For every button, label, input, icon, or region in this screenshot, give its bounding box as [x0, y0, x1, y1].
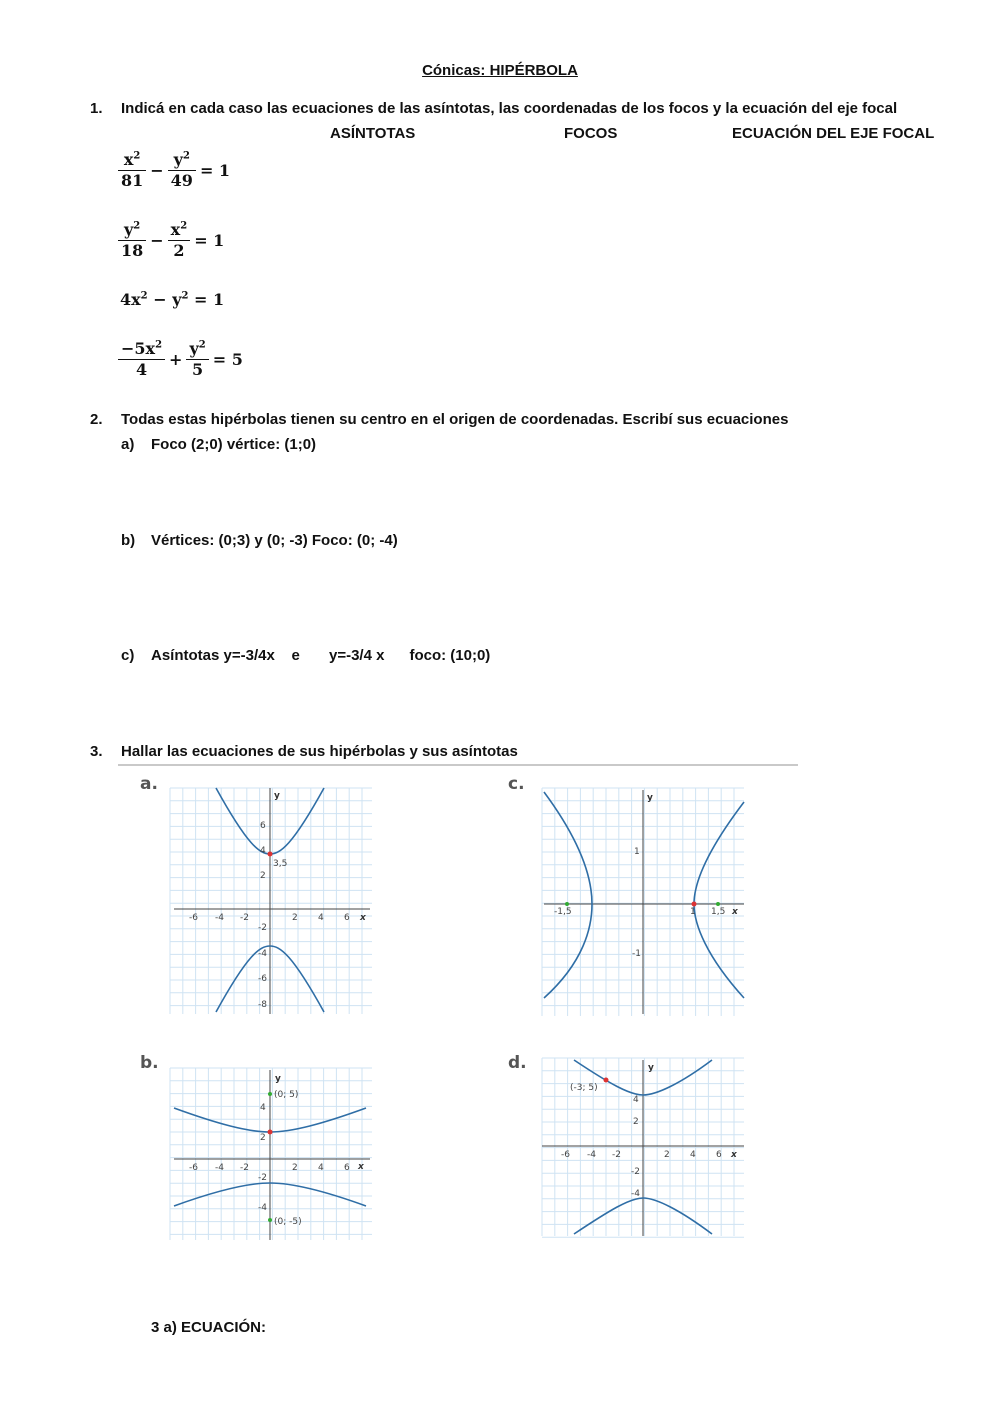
graph-a-tick-y: -6: [258, 974, 267, 984]
graph-c-focus-left: [565, 902, 569, 906]
graph-b-tick-y: 4: [260, 1103, 266, 1113]
graph-b-x-label: x: [358, 1162, 364, 1172]
graph-b: [168, 1066, 374, 1242]
q2b-label: b): [121, 532, 136, 549]
graph-d-tick-x: 4: [690, 1150, 696, 1160]
graph-c: [540, 786, 746, 1018]
q2b-text: Vértices: (0;3) y (0; -3) Foco: (0; -4): [151, 532, 398, 549]
graph-c-label: c.: [508, 774, 525, 794]
graph-b-tick-x: 4: [318, 1163, 324, 1173]
graph-a-vertex-point: [268, 852, 273, 857]
graph-a-tick-x: -6: [189, 913, 198, 923]
q2c-label: c): [121, 647, 135, 664]
page-title: Cónicas: HIPÉRBOLA: [422, 62, 578, 79]
graph-d-tick-x: 2: [664, 1150, 670, 1160]
graph-b-tick-x: 2: [292, 1163, 298, 1173]
graph-c-focus-right: [716, 902, 720, 906]
graph-c-x-label: x: [732, 907, 738, 917]
graph-b-focus-bottom-label: (0; -5): [274, 1217, 302, 1227]
q3-text: Hallar las ecuaciones de sus hipérbolas y sus asíntotas: [121, 743, 518, 760]
graph-a-tick-y: -2: [258, 923, 267, 933]
graph-b-tick-x: -2: [240, 1163, 249, 1173]
graph-d-label: d.: [508, 1053, 527, 1073]
graph-b-tick-y: -4: [258, 1203, 267, 1213]
equation-1: $\frac{x^2}{81}$ − $\frac{y^2}{49}$ = 1: [118, 150, 234, 191]
graph-a-tick-x: 6: [344, 913, 350, 923]
graph-c-tick-x: -1,5: [554, 907, 572, 917]
graph-a-x-label: x: [360, 913, 366, 923]
graph-a-label: a.: [140, 774, 158, 794]
graph-c-tick-y: -1: [632, 949, 641, 959]
q1-number: 1.: [90, 100, 103, 117]
graph-a-tick-y: -8: [258, 1000, 267, 1010]
graph-d-tick-x: -4: [587, 1150, 596, 1160]
graph-d-point: [604, 1078, 609, 1083]
graph-c-tick-y: 1: [634, 847, 640, 857]
q3-number: 3.: [90, 743, 103, 760]
graph-a-tick-y: 2: [260, 871, 266, 881]
graph-b-tick-x: -4: [215, 1163, 224, 1173]
graph-a-tick-y: 4: [260, 846, 266, 856]
graph-a-grid: [170, 788, 372, 1014]
graph-d-tick-x: 6: [716, 1150, 722, 1160]
graph-a-tick-x: -2: [240, 913, 249, 923]
q2-text: Todas estas hipérbolas tienen su centro en el origen de coordenadas. Escribí sus ecuaciones: [121, 411, 789, 428]
graph-b-y-label: y: [275, 1074, 281, 1084]
graph-d-tick-y: -4: [631, 1189, 640, 1199]
q2-number: 2.: [90, 411, 103, 428]
equation-2: $\frac{y^2}{18}$ − $\frac{x^2}{2}$ = 1: [118, 220, 228, 261]
graph-c-right-branch: [694, 802, 744, 998]
q3a-answer-label: 3 a) ECUACIÓN:: [151, 1319, 267, 1336]
graph-b-focus-top: [268, 1092, 272, 1096]
graph-d-x-label: x: [731, 1150, 737, 1160]
header-asintotas: ASÍNTOTAS: [330, 125, 416, 142]
graph-a-tick-x: 4: [318, 913, 324, 923]
graph-d-tick-y: -2: [631, 1167, 640, 1177]
graph-b-tick-x: -6: [189, 1163, 198, 1173]
header-focos: FOCOS: [564, 125, 618, 142]
q2a-label: a): [121, 436, 135, 453]
equation-3: $4x^2 - y^2 = 1$: [120, 290, 225, 309]
graph-b-tick-x: 6: [344, 1163, 350, 1173]
graph-b-focus-bottom: [268, 1218, 272, 1222]
equation-4: $\frac{-5x^2}{4}$ + $\frac{y^2}{5}$ = 5: [118, 339, 247, 380]
graph-b-tick-y: 2: [260, 1133, 266, 1143]
graph-b-tick-y: -2: [258, 1173, 267, 1183]
q1-text: Indicá en cada caso las ecuaciones de las asíntotas, las coordenadas de los focos y la ecuación del eje focal: [121, 100, 898, 117]
graph-a-tick-x: 2: [292, 913, 298, 923]
graph-d: [540, 1056, 746, 1238]
graph-a: [168, 786, 374, 1016]
graph-a-tick-x: -4: [215, 913, 224, 923]
graph-c-tick-x: 1: [690, 907, 696, 917]
graph-a-tick-y: -4: [258, 949, 267, 959]
graph-b-focus-top-label: (0; 5): [274, 1090, 299, 1100]
graph-d-tick-x: -2: [612, 1150, 621, 1160]
graph-d-tick-x: -6: [561, 1150, 570, 1160]
graph-a-point-label: 3,5: [273, 859, 288, 869]
q2c-text: Asíntotas y=-3/4x e y=-3/4 x foco: (10;0): [151, 647, 491, 664]
graph-c-tick-x: 1,5: [711, 907, 726, 917]
header-eje-focal: ECUACIÓN DEL EJE FOCAL: [732, 125, 935, 142]
graph-b-vertex-point: [268, 1130, 273, 1135]
q2a-text: Foco (2;0) vértice: (1;0): [151, 436, 317, 453]
separator-line: [118, 764, 798, 766]
graph-b-label: b.: [140, 1053, 159, 1073]
graph-d-y-label: y: [648, 1063, 654, 1073]
graph-c-vertex-point: [692, 902, 697, 907]
graph-a-y-label: y: [274, 791, 280, 801]
graph-a-tick-y: 6: [260, 821, 266, 831]
graph-c-y-label: y: [647, 793, 653, 803]
graph-d-point-label: (-3; 5): [570, 1083, 598, 1093]
graph-d-tick-y: 2: [633, 1117, 639, 1127]
graph-d-tick-y: 4: [633, 1095, 639, 1105]
